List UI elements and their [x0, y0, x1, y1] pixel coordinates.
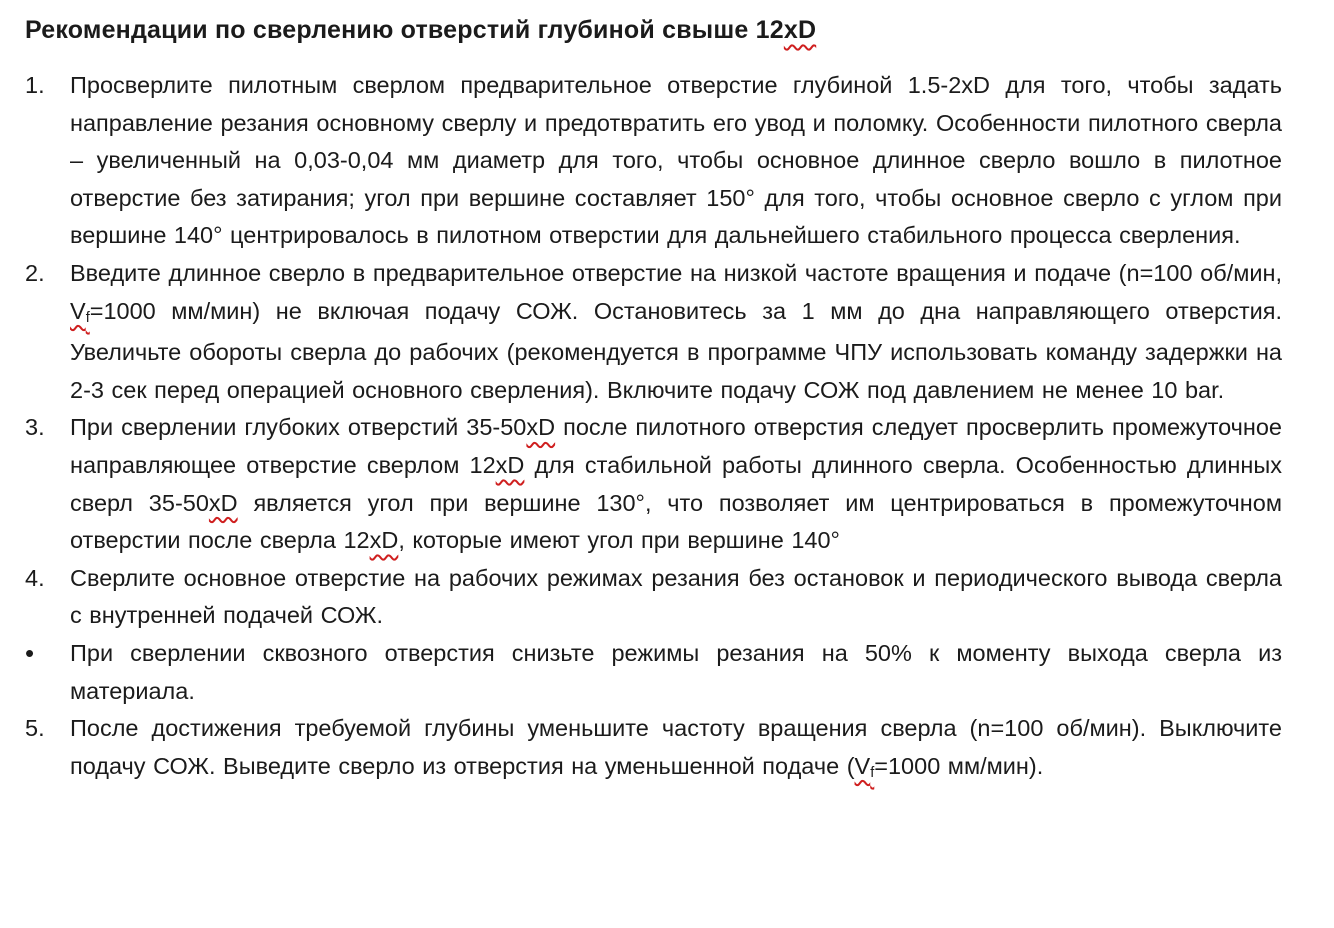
list-item-text: Просверлите пилотным сверлом предварительное отверстие глубиной 1.5-2xD для того, чтобы задать направление резания основному сверлу и предотвратить его увод и поломку. Особенности пилотного сверла – увеличенный на 0,03-0,04 мм диаметр для того, чтобы основное длинное сверло вошло в пилотное отверстие без затирания; угол при вершине составляет 150° для того, чтобы основное сверло с углом при вершине 140° центрировалось в пилотном отверстии для дальнейшего стабильного процесса сверления. — [70, 72, 1282, 249]
list-item-1 — [25, 67, 1282, 255]
list-item-marker: 2. — [25, 259, 45, 286]
document-title: Рекомендации по сверлению отверстий глубиной свыше 12xD — [25, 16, 817, 44]
bullet-marker: • — [25, 637, 35, 668]
list-item-marker: 5. — [25, 715, 45, 742]
list-item-marker: 4. — [25, 564, 45, 591]
list-item-marker: 1. — [25, 72, 45, 98]
list-item-2 — [25, 255, 1282, 409]
list-item-5 — [25, 710, 1282, 789]
list-item-text: Введите длинное сверло в предварительное отверстие на низкой частоте вращения и подаче (n=100 об/мин, Vf=1000 мм/мин) не включая подачу СОЖ. Остановитесь за 1 мм до дна направляющего отверстия. Увеличьте обороты сверла до рабочих (рекомендуется в программе ЧПУ использовать команду задержки на 2-3 сек перед операцией основного сверления). Включите подачу СОЖ под давлением не менее 10 bar. — [70, 259, 1282, 403]
bullet-item — [25, 635, 1282, 710]
list-item-text: При сверлении сквозного отверстия снизьте режимы резания на 50% к моменту выхода сверла из материала. — [70, 639, 1282, 704]
list-item-4 — [25, 560, 1282, 635]
list-item-3 — [25, 409, 1282, 559]
recommendations-list — [25, 67, 1282, 789]
list-item-marker: 3. — [25, 414, 45, 441]
list-item-text: При сверлении глубоких отверстий 35-50xD после пилотного отверстия следует просверлить промежуточное направляющее отверстие сверлом 12xD для стабильной работы длинного сверла. Особенностью длинных сверл 35-50xD является угол при вершине 130°, что позволяет им центрироваться в промежуточном отверстии после сверла 12xD, которые имеют угол при вершине 140° — [70, 414, 1283, 554]
list-item-text: После достижения требуемой глубины уменьшите частоту вращения сверла (n=100 об/мин). Выключите подачу СОЖ. Выведите сверло из отверстия на уменьшенной подаче (Vf=1000 мм/мин). — [70, 715, 1282, 781]
list-item-text: Сверлите основное отверстие на рабочих режимах резания без остановок и периодического вывода сверла с внутренней подачей СОЖ. — [70, 564, 1282, 629]
